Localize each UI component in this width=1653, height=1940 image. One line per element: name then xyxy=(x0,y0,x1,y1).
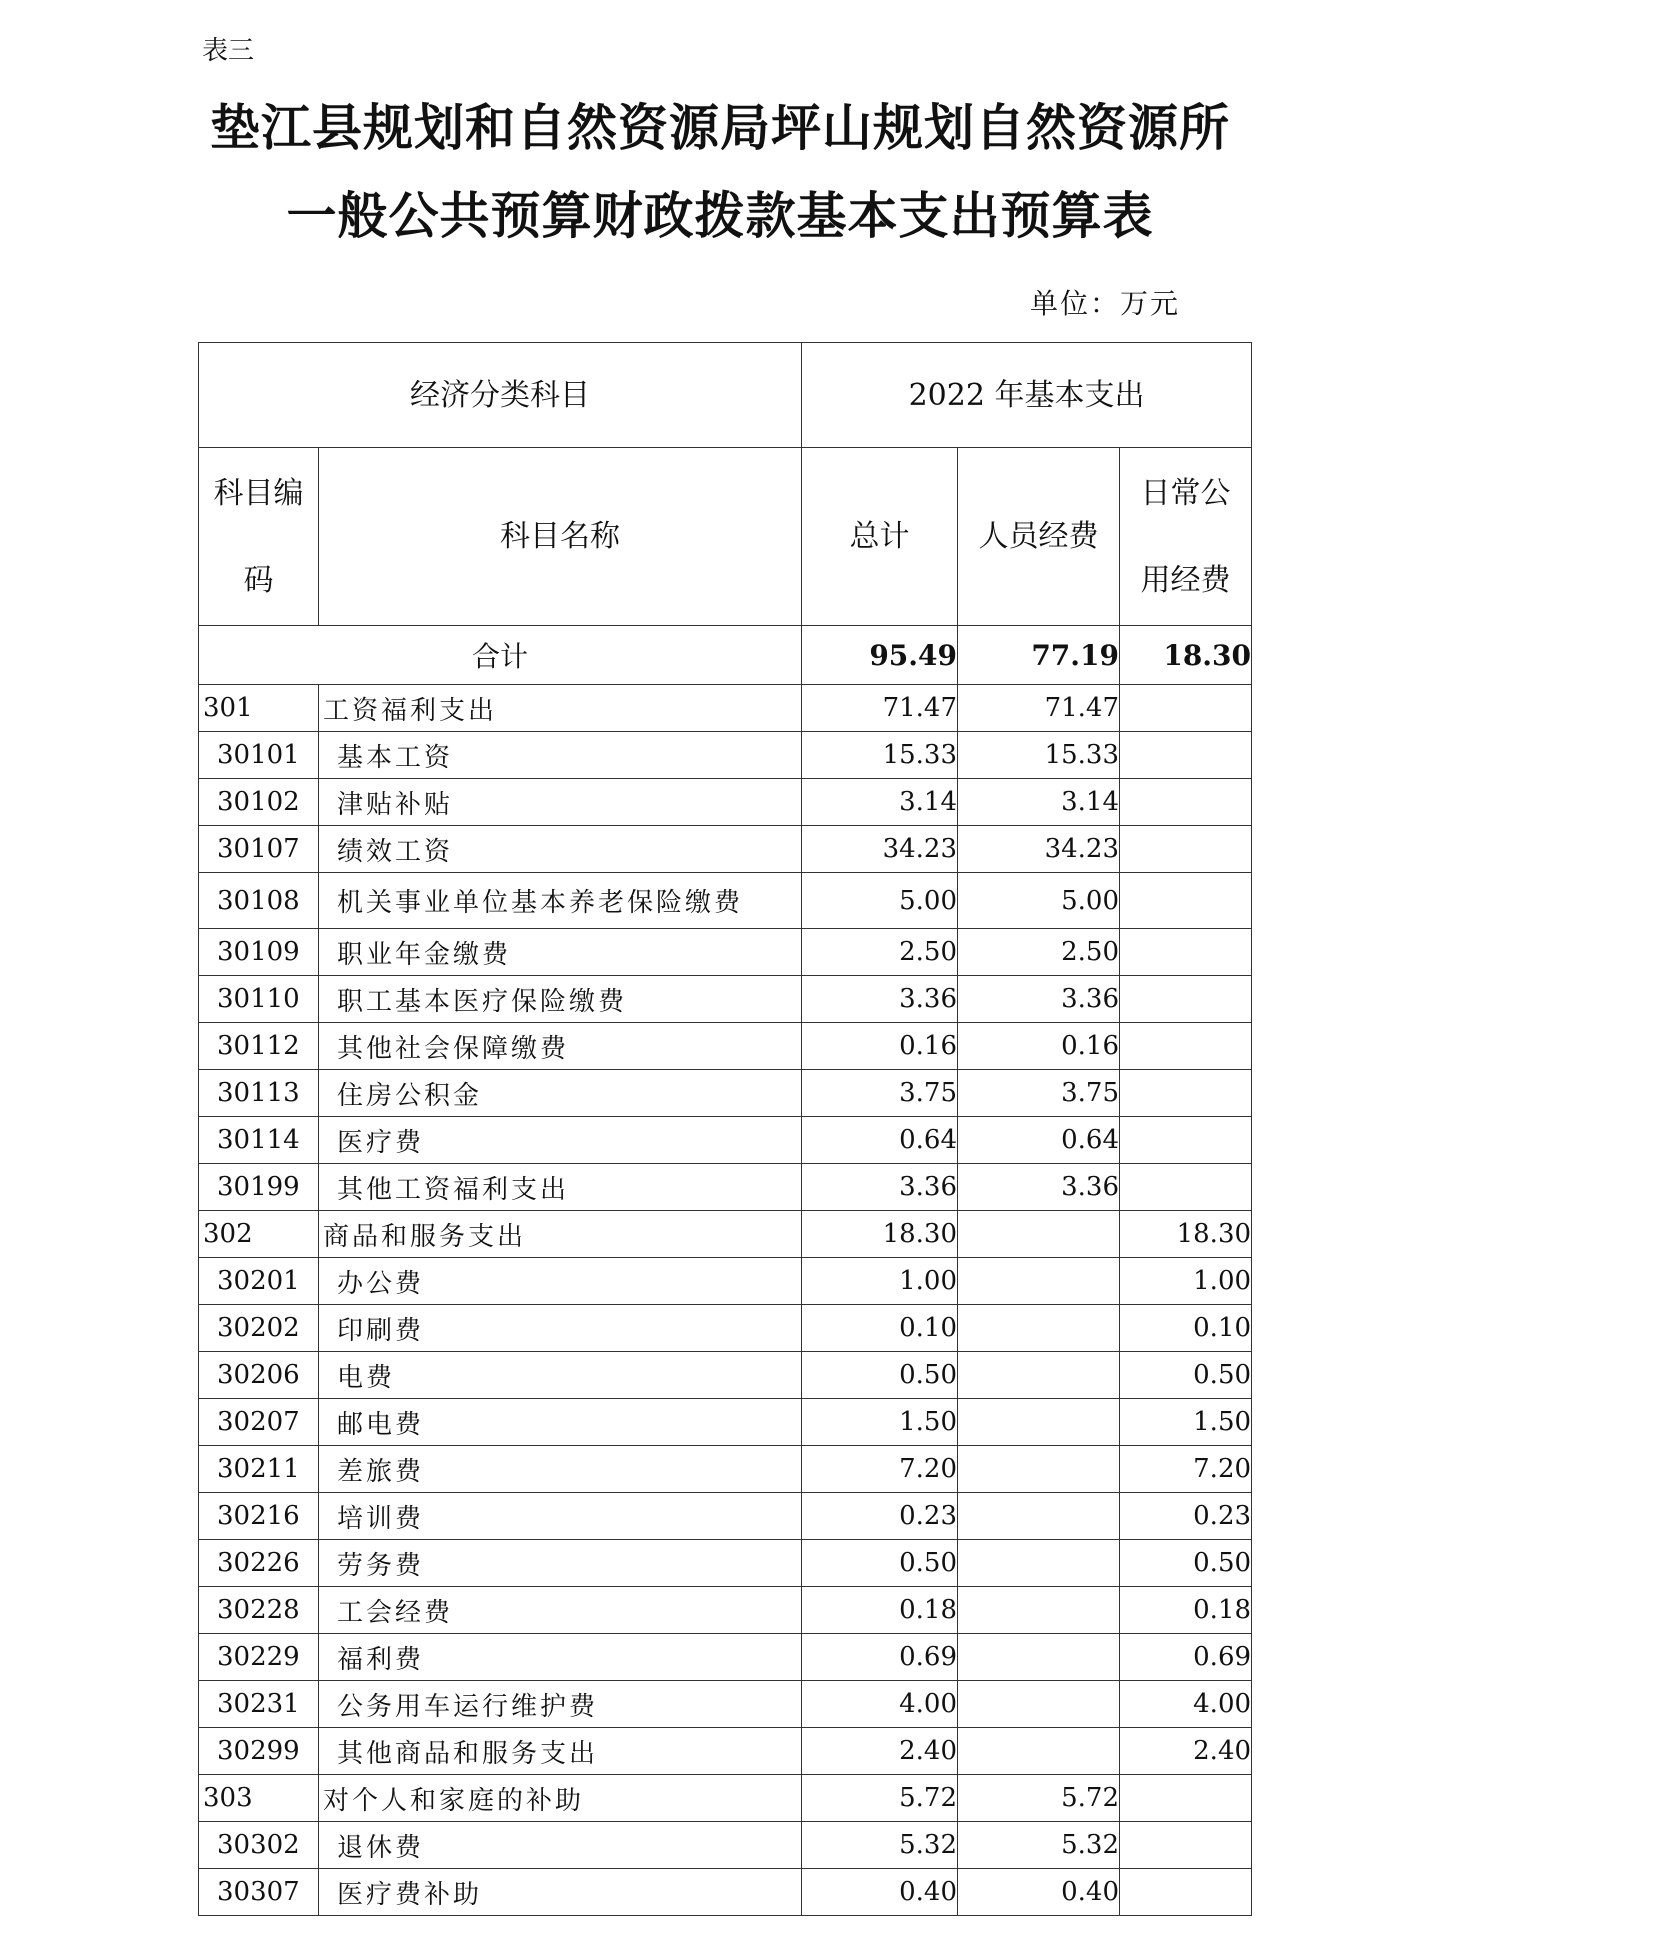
row-personnel xyxy=(958,1587,1120,1634)
row-public: 1.50 xyxy=(1120,1399,1252,1446)
row-public: 0.10 xyxy=(1120,1305,1252,1352)
row-public: 0.18 xyxy=(1120,1587,1252,1634)
row-name: 对个人和家庭的补助 xyxy=(319,1775,802,1822)
row-name: 福利费 xyxy=(319,1634,802,1681)
row-personnel xyxy=(958,1399,1120,1446)
table-row xyxy=(199,1587,1252,1634)
table-row xyxy=(199,826,1252,873)
row-code: 30199 xyxy=(199,1164,319,1211)
row-total: 71.47 xyxy=(802,685,958,732)
row-total: 0.64 xyxy=(802,1117,958,1164)
row-code: 30229 xyxy=(199,1634,319,1681)
header-code: 科目编码 xyxy=(199,448,319,626)
row-personnel: 0.16 xyxy=(958,1023,1120,1070)
row-total: 15.33 xyxy=(802,732,958,779)
row-total: 7.20 xyxy=(802,1446,958,1493)
row-name: 职工基本医疗保险缴费 xyxy=(319,976,802,1023)
row-name: 电费 xyxy=(319,1352,802,1399)
row-name: 医疗费 xyxy=(319,1117,802,1164)
row-personnel: 3.36 xyxy=(958,976,1120,1023)
row-code: 30110 xyxy=(199,976,319,1023)
row-total: 2.40 xyxy=(802,1728,958,1775)
row-code: 30228 xyxy=(199,1587,319,1634)
row-name: 其他商品和服务支出 xyxy=(319,1728,802,1775)
row-public: 0.50 xyxy=(1120,1540,1252,1587)
row-personnel: 15.33 xyxy=(958,732,1120,779)
row-personnel: 0.64 xyxy=(958,1117,1120,1164)
row-code: 30231 xyxy=(199,1681,319,1728)
row-personnel xyxy=(958,1305,1120,1352)
table-row xyxy=(199,1446,1252,1493)
row-code: 303 xyxy=(199,1775,319,1822)
row-personnel: 3.75 xyxy=(958,1070,1120,1117)
row-personnel: 5.32 xyxy=(958,1822,1120,1869)
row-name: 医疗费补助 xyxy=(319,1869,802,1916)
row-code: 30206 xyxy=(199,1352,319,1399)
table-row xyxy=(199,1775,1252,1822)
row-name: 商品和服务支出 xyxy=(319,1211,802,1258)
header-econ-class: 经济分类科目 xyxy=(199,343,802,448)
total-row xyxy=(199,626,1252,685)
row-total: 1.00 xyxy=(802,1258,958,1305)
header-row-1 xyxy=(199,343,1252,448)
table-row xyxy=(199,873,1252,929)
row-public: 2.40 xyxy=(1120,1728,1252,1775)
row-name: 办公费 xyxy=(319,1258,802,1305)
row-code: 30302 xyxy=(199,1822,319,1869)
row-personnel xyxy=(958,1258,1120,1305)
row-personnel xyxy=(958,1211,1120,1258)
table-row xyxy=(199,1211,1252,1258)
row-personnel xyxy=(958,1446,1120,1493)
row-public xyxy=(1120,1164,1252,1211)
row-personnel xyxy=(958,1634,1120,1681)
row-code: 30107 xyxy=(199,826,319,873)
row-public: 7.20 xyxy=(1120,1446,1252,1493)
table-row xyxy=(199,1258,1252,1305)
header-public: 日常公用经费 xyxy=(1120,448,1252,626)
row-code: 30207 xyxy=(199,1399,319,1446)
row-name: 绩效工资 xyxy=(319,826,802,873)
budget-table xyxy=(198,342,1252,1916)
row-name: 培训费 xyxy=(319,1493,802,1540)
row-public xyxy=(1120,826,1252,873)
row-code: 30102 xyxy=(199,779,319,826)
row-name: 公务用车运行维护费 xyxy=(319,1681,802,1728)
row-public xyxy=(1120,732,1252,779)
row-personnel: 0.40 xyxy=(958,1869,1120,1916)
row-public xyxy=(1120,1822,1252,1869)
row-name: 退休费 xyxy=(319,1822,802,1869)
unit-label: 单位：万元 xyxy=(1030,287,1181,320)
header-year-basic: 2022 年基本支出 xyxy=(802,343,1252,448)
row-public xyxy=(1120,685,1252,732)
row-total: 3.36 xyxy=(802,976,958,1023)
row-public: 0.69 xyxy=(1120,1634,1252,1681)
row-public xyxy=(1120,1117,1252,1164)
table-row xyxy=(199,1305,1252,1352)
row-code: 30299 xyxy=(199,1728,319,1775)
row-name: 其他社会保障缴费 xyxy=(319,1023,802,1070)
row-total: 0.50 xyxy=(802,1352,958,1399)
row-public: 1.00 xyxy=(1120,1258,1252,1305)
row-total: 0.40 xyxy=(802,1869,958,1916)
table-row xyxy=(199,1634,1252,1681)
row-total: 1.50 xyxy=(802,1399,958,1446)
row-personnel: 71.47 xyxy=(958,685,1120,732)
row-public: 0.50 xyxy=(1120,1352,1252,1399)
row-code: 30109 xyxy=(199,929,319,976)
row-public: 0.23 xyxy=(1120,1493,1252,1540)
table-row xyxy=(199,1023,1252,1070)
row-name: 津贴补贴 xyxy=(319,779,802,826)
row-total: 5.00 xyxy=(802,873,958,929)
row-total: 5.72 xyxy=(802,1775,958,1822)
table-row xyxy=(199,976,1252,1023)
table-row xyxy=(199,1352,1252,1399)
row-name: 职业年金缴费 xyxy=(319,929,802,976)
row-total: 18.30 xyxy=(802,1211,958,1258)
row-public: 18.30 xyxy=(1120,1211,1252,1258)
row-total: 0.16 xyxy=(802,1023,958,1070)
row-public xyxy=(1120,1023,1252,1070)
table-row xyxy=(199,1493,1252,1540)
table-row xyxy=(199,1164,1252,1211)
row-code: 30108 xyxy=(199,873,319,929)
row-total: 0.69 xyxy=(802,1634,958,1681)
row-code: 30226 xyxy=(199,1540,319,1587)
row-code: 30113 xyxy=(199,1070,319,1117)
row-personnel: 2.50 xyxy=(958,929,1120,976)
row-total: 5.32 xyxy=(802,1822,958,1869)
row-code: 30216 xyxy=(199,1493,319,1540)
row-name: 基本工资 xyxy=(319,732,802,779)
row-name: 印刷费 xyxy=(319,1305,802,1352)
row-code: 301 xyxy=(199,685,319,732)
row-name: 工会经费 xyxy=(319,1587,802,1634)
row-code: 30201 xyxy=(199,1258,319,1305)
row-code: 30202 xyxy=(199,1305,319,1352)
row-personnel xyxy=(958,1681,1120,1728)
row-personnel: 5.00 xyxy=(958,873,1120,929)
row-code: 30114 xyxy=(199,1117,319,1164)
row-total: 0.10 xyxy=(802,1305,958,1352)
row-public xyxy=(1120,1775,1252,1822)
row-name: 劳务费 xyxy=(319,1540,802,1587)
row-name: 邮电费 xyxy=(319,1399,802,1446)
table-row xyxy=(199,779,1252,826)
row-name: 住房公积金 xyxy=(319,1070,802,1117)
row-code: 30211 xyxy=(199,1446,319,1493)
row-name: 工资福利支出 xyxy=(319,685,802,732)
row-code: 302 xyxy=(199,1211,319,1258)
row-name: 机关事业单位基本养老保险缴费 xyxy=(319,873,802,929)
row-public xyxy=(1120,929,1252,976)
row-personnel: 3.14 xyxy=(958,779,1120,826)
table-row xyxy=(199,1540,1252,1587)
row-personnel: 34.23 xyxy=(958,826,1120,873)
page-title-line1: 垫江县规划和自然资源局坪山规划自然资源所 xyxy=(210,99,1230,157)
table-row xyxy=(199,1822,1252,1869)
table-row xyxy=(199,1399,1252,1446)
row-public xyxy=(1120,1869,1252,1916)
row-name: 差旅费 xyxy=(319,1446,802,1493)
row-public: 4.00 xyxy=(1120,1681,1252,1728)
row-total: 3.75 xyxy=(802,1070,958,1117)
row-total: 34.23 xyxy=(802,826,958,873)
table-row xyxy=(199,732,1252,779)
header-row-2 xyxy=(199,448,1252,626)
row-name: 其他工资福利支出 xyxy=(319,1164,802,1211)
row-personnel xyxy=(958,1352,1120,1399)
header-name: 科目名称 xyxy=(319,448,802,626)
header-total: 总计 xyxy=(802,448,958,626)
table-row xyxy=(199,1117,1252,1164)
total-personnel: 77.19 xyxy=(958,626,1120,685)
row-personnel xyxy=(958,1540,1120,1587)
table-row xyxy=(199,1070,1252,1117)
row-public xyxy=(1120,1070,1252,1117)
row-code: 30101 xyxy=(199,732,319,779)
table-row xyxy=(199,685,1252,732)
row-total: 2.50 xyxy=(802,929,958,976)
row-public xyxy=(1120,873,1252,929)
page-title-line2: 一般公共预算财政拨款基本支出预算表 xyxy=(286,187,1154,245)
row-public xyxy=(1120,976,1252,1023)
row-personnel: 3.36 xyxy=(958,1164,1120,1211)
total-total: 95.49 xyxy=(802,626,958,685)
row-total: 3.14 xyxy=(802,779,958,826)
row-code: 30112 xyxy=(199,1023,319,1070)
table-row xyxy=(199,1681,1252,1728)
row-public xyxy=(1120,779,1252,826)
header-personnel: 人员经费 xyxy=(958,448,1120,626)
table-row xyxy=(199,1728,1252,1775)
row-code: 30307 xyxy=(199,1869,319,1916)
document-label: 表三 xyxy=(202,36,255,66)
total-public: 18.30 xyxy=(1120,626,1252,685)
row-total: 4.00 xyxy=(802,1681,958,1728)
row-personnel: 5.72 xyxy=(958,1775,1120,1822)
table-row xyxy=(199,929,1252,976)
row-total: 0.23 xyxy=(802,1493,958,1540)
row-personnel xyxy=(958,1493,1120,1540)
row-personnel xyxy=(958,1728,1120,1775)
total-label: 合计 xyxy=(199,626,802,685)
row-total: 0.50 xyxy=(802,1540,958,1587)
row-total: 0.18 xyxy=(802,1587,958,1634)
row-total: 3.36 xyxy=(802,1164,958,1211)
table-row xyxy=(199,1869,1252,1916)
